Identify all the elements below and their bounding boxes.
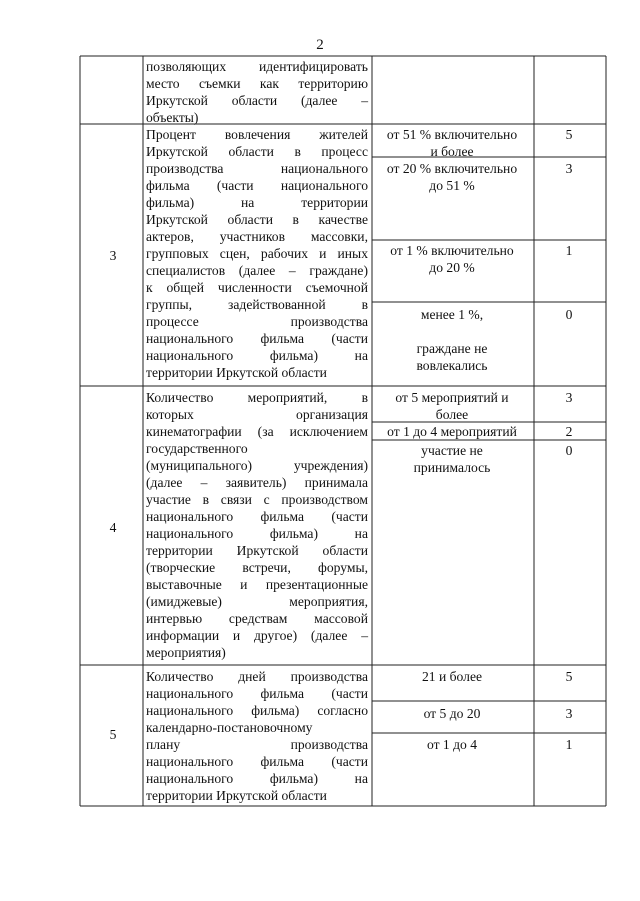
row-number: 4 (109, 520, 117, 535)
desc-line: которых организация (146, 407, 368, 422)
criterion-cell (372, 160, 532, 194)
criterion-line: от 20 % включительно (386, 161, 518, 176)
criterion-line: от 1 до 4 мероприятий (387, 424, 517, 439)
desc-line: фильма (части национального (146, 178, 368, 193)
score-value: 2 (565, 424, 573, 439)
desc-line: Количество дней производства (146, 669, 368, 684)
score-value: 1 (565, 737, 573, 752)
criterion-line: от 1 до 4 (426, 737, 478, 752)
criterion-line: граждане не (416, 341, 488, 356)
desc-line: плану производства (146, 737, 368, 752)
desc-line: национального фильма) на (146, 771, 368, 786)
row3-description (146, 126, 368, 381)
criterion-cell (372, 389, 532, 423)
desc-line: объекты) (146, 110, 199, 125)
desc-line: групповых сцен, рабочих и иных (146, 246, 368, 261)
criterion-cell (372, 423, 532, 440)
desc-line: (творческие встречи, форумы, (146, 560, 368, 575)
desc-line: Количество мероприятий, в (146, 390, 368, 405)
desc-line: Иркутской области (далее – (146, 93, 368, 108)
desc-line: территории Иркутской области (146, 543, 368, 558)
criterion-cell (372, 705, 532, 722)
criterion-line (372, 323, 532, 340)
criterion-line: менее 1 %, (420, 307, 484, 322)
desc-line: государственного (146, 441, 248, 456)
desc-line: участие в связи с производством (146, 492, 368, 507)
desc-line: (имиджевые) мероприятия, (146, 594, 368, 609)
desc-line: интервью средствам массовой (146, 611, 368, 626)
desc-line: кинематографии (за исключением (146, 424, 368, 439)
criterion-line: до 51 % (429, 178, 475, 193)
desc-line: календарно-постановочному (146, 720, 313, 735)
score-value: 3 (565, 706, 573, 721)
desc-line: Процент вовлечения жителей (146, 127, 368, 142)
criterion-line: более (435, 407, 469, 422)
criterion-line: до 20 % (429, 260, 475, 275)
criterion-line: принималось (413, 460, 491, 475)
desc-line: к общей численности съемочной (146, 280, 368, 295)
desc-line: территории Иркутской области (146, 365, 327, 380)
desc-line: национального фильма) согласно (146, 703, 368, 718)
desc-line: (муниципального) учреждения) (146, 458, 368, 473)
score-value: 5 (565, 127, 573, 142)
row-number: 5 (109, 727, 117, 742)
desc-line: национального фильма (части (146, 754, 368, 769)
score-value: 3 (565, 161, 573, 176)
desc-line: производства национального (146, 161, 368, 176)
criterion-cell (372, 736, 532, 753)
desc-line: специалистов (далее – граждане) (146, 263, 368, 278)
desc-line: национального фильма (части (146, 509, 368, 524)
desc-line: мероприятия) (146, 645, 226, 660)
score-value: 0 (565, 443, 573, 458)
criterion-cell (372, 242, 532, 276)
desc-line: национального фильма) на (146, 348, 368, 363)
criterion-line: и более (430, 144, 474, 159)
score-value: 5 (565, 669, 573, 684)
desc-line: национального фильма (части (146, 686, 368, 701)
criterion-line: от 51 % включительно (386, 127, 518, 142)
criterion-line: вовлекались (416, 358, 488, 373)
criterion-cell (372, 306, 532, 374)
row4-description (146, 389, 368, 661)
desc-line: Иркутской области в качестве (146, 212, 368, 227)
desc-line: выставочные и презентационные (146, 577, 368, 592)
score-value: 3 (565, 390, 573, 405)
desc-line: Иркутской области в процесс (146, 144, 368, 159)
desc-line: национального фильма (части (146, 331, 368, 346)
criterion-cell (372, 126, 532, 160)
criterion-cell (372, 668, 532, 685)
criterion-line: 21 и более (421, 669, 483, 684)
desc-line: актеров, участников массовки, (146, 229, 368, 244)
criterion-line: участие не (421, 443, 483, 458)
score-value: 1 (565, 243, 573, 258)
desc-line: фильма) на территории (146, 195, 368, 210)
criterion-line: от 5 до 20 (423, 706, 481, 721)
prev-row-description (146, 58, 368, 126)
page-number: 2 (316, 37, 324, 53)
criterion-line: от 1 % включительно (390, 243, 514, 258)
desc-line: территории Иркутской области (146, 788, 327, 803)
desc-line: (далее – заявитель) принимала (146, 475, 368, 490)
desc-line: процессе производства (146, 314, 368, 329)
criterion-cell (372, 442, 532, 476)
desc-line: национального фильма) на (146, 526, 368, 541)
row5-description (146, 668, 368, 804)
desc-line: информации и другое) (далее – (146, 628, 368, 643)
row-number: 3 (109, 248, 117, 263)
criterion-line: от 5 мероприятий и (395, 390, 509, 405)
desc-line: группы, задействованной в (146, 297, 368, 312)
desc-line: место съемки как территорию (146, 76, 368, 91)
desc-line: позволяющих идентифицировать (146, 59, 368, 74)
score-value: 0 (565, 307, 573, 322)
